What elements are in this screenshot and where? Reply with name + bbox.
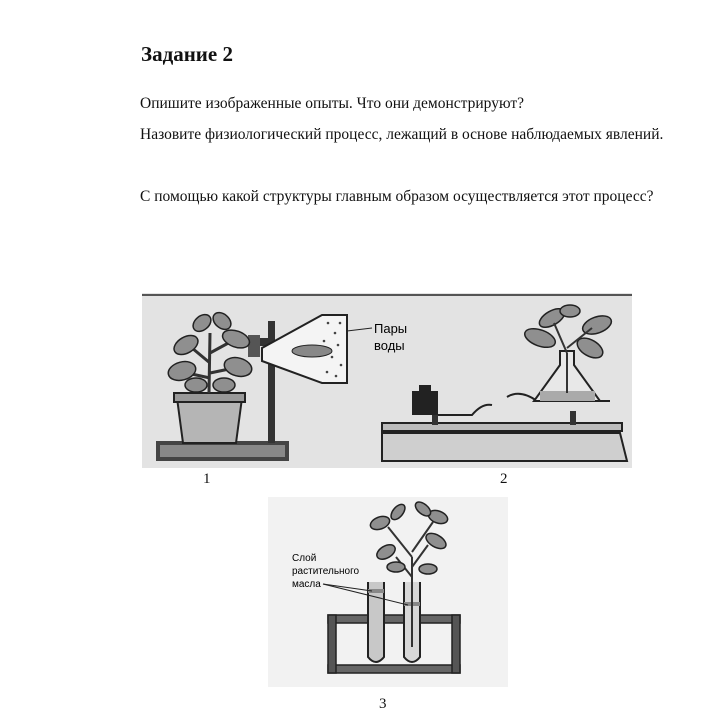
experiment-3-illustration xyxy=(268,497,508,687)
question-3: С помощью какой структуры главным образом осуществляется этот процесс? xyxy=(140,188,654,205)
balance-base xyxy=(382,433,627,461)
question-2: Назовите физиологический процесс, лежащий в основе наблюдаемых явлений. xyxy=(140,126,664,143)
annotation-water-vapor-2: воды xyxy=(374,338,405,353)
balance-beam xyxy=(382,423,622,431)
task-title: Задание 2 xyxy=(141,42,233,66)
annotation-water-vapor-1: Пары xyxy=(374,321,408,336)
flower-pot xyxy=(177,398,242,443)
annotation-oil-3: масла xyxy=(292,579,321,590)
annotation-oil-1: Слой xyxy=(292,553,317,564)
annotation-oil-2: растительного xyxy=(292,566,360,577)
figure-3-label: 3 xyxy=(379,696,387,712)
experiments-1-2-illustration xyxy=(142,293,632,468)
figure-1-label: 1 xyxy=(203,471,211,487)
weight xyxy=(412,391,438,415)
test-tube-left xyxy=(368,582,384,662)
figure-2-label: 2 xyxy=(500,471,508,487)
question-1: Опишите изображенные опыты. Что они демонстрируют? xyxy=(140,95,524,112)
